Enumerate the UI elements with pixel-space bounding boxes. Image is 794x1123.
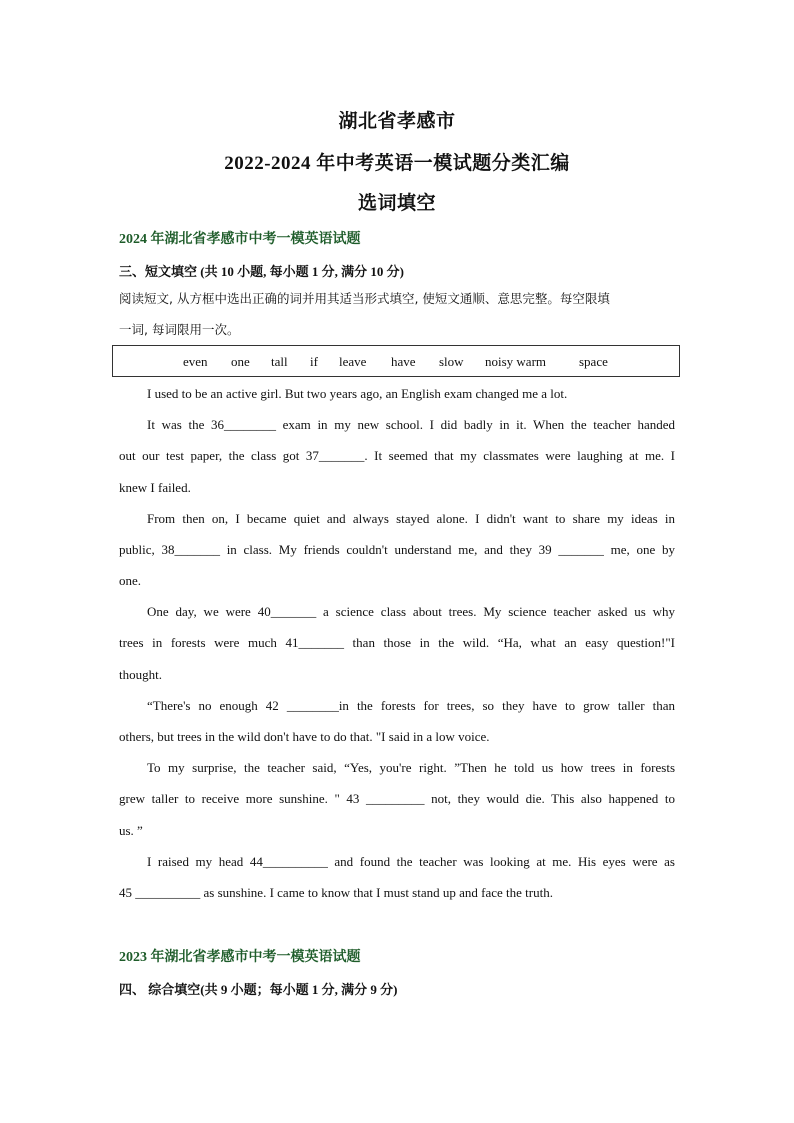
- passage-line: To my surprise, the teacher said, “Yes, you're right. ”Then he told us how trees in forests: [147, 760, 675, 775]
- word-bank-item: if: [310, 354, 318, 369]
- instruction-line-1: 阅读短文, 从方框中选出正确的词并用其适当形式填空, 使短文通顺、意思完整。每空限填: [119, 291, 610, 306]
- question-heading-2024: 三、短文填空 (共 10 小题, 每小题 1 分, 满分 10 分): [119, 264, 404, 279]
- passage-line: one.: [119, 573, 142, 588]
- passage-line: us. ”: [119, 823, 143, 838]
- word-bank-item: even: [183, 354, 208, 369]
- word-bank-box: [112, 345, 680, 377]
- passage-line: public, 38_______ in class. My friends couldn't understand me, and they 39 _______ me, one by: [119, 542, 675, 557]
- section-heading-2024: 2024 年湖北省孝感市中考一模英语试题: [119, 232, 361, 247]
- passage-line: thought.: [119, 667, 162, 682]
- word-bank-item: noisy warm: [485, 354, 547, 369]
- section-heading-2023: 2023 年湖北省孝感市中考一模英语试题: [119, 950, 361, 965]
- doc-title-region: 湖北省孝感市: [338, 111, 456, 132]
- passage-line: 45 __________ as sunshine. I came to know that I must stand up and face the truth.: [119, 885, 553, 900]
- word-bank-item: tall: [271, 354, 288, 369]
- passage-line: grew taller to receive more sunshine. " 43 _________ not, they would die. This also happened to: [119, 791, 675, 806]
- word-bank-item: one: [231, 354, 250, 369]
- passage-line: knew I failed.: [119, 480, 191, 495]
- passage-line: One day, we were 40_______ a science class about trees. My science teacher asked us why: [147, 604, 675, 619]
- doc-title-main: 2022-2024 年中考英语一模试题分类汇编: [224, 153, 570, 174]
- passage-line: It was the 36________ exam in my new school. I did badly in it. When the teacher handed: [147, 417, 675, 432]
- question-heading-2023: 四、 综合填空(共 9 小题；每小题 1 分, 满分 9 分): [119, 982, 398, 997]
- passage-line: “There's no enough 42 ________in the forests for trees, so they have to grow taller than: [147, 698, 675, 713]
- passage-line: From then on, I became quiet and always stayed alone. I didn't want to share my ideas in: [147, 511, 675, 526]
- passage-line: I used to be an active girl. But two years ago, an English exam changed me a lot.: [147, 386, 568, 401]
- instruction-line-2: 一词, 每词限用一次。: [119, 322, 240, 337]
- word-bank-item: slow: [439, 354, 464, 369]
- passage-line: out our test paper, the class got 37_______. It seemed that my classmates were laughing at me. I: [119, 448, 675, 463]
- doc-title-topic: 选词填空: [357, 193, 436, 214]
- word-bank-item: space: [579, 354, 608, 369]
- word-bank-item: leave: [339, 354, 367, 369]
- word-bank-item: have: [391, 354, 416, 369]
- passage-line: others, but trees in the wild don't have to do that. "I said in a low voice.: [119, 729, 490, 744]
- passage-line: trees in forests were much 41_______ than those in the wild. “Ha, what an easy question!"I: [119, 635, 675, 650]
- passage-line: I raised my head 44__________ and found the teacher was looking at me. His eyes were as: [147, 854, 675, 869]
